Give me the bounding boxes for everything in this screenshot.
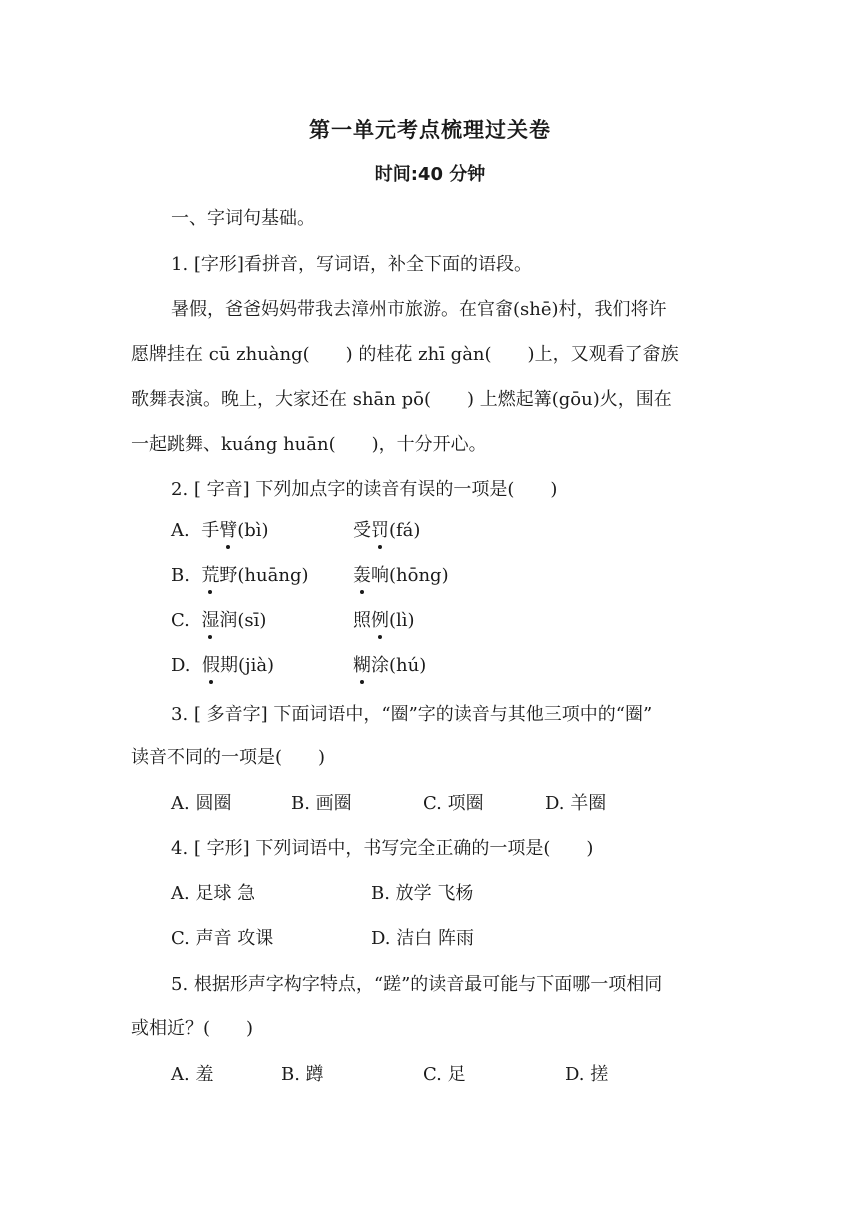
- dot-mark: 例: [371, 610, 389, 631]
- q2-option-d-word2: 糊涂(hú): [353, 655, 427, 676]
- q5-option-b: B. 蹲: [281, 1064, 324, 1085]
- dot-mark: 轰: [353, 565, 371, 586]
- q2-option-a-word2: 受罚(fá): [353, 520, 421, 541]
- q3-option-c: C. 项圈: [423, 793, 484, 814]
- question-1-label: 1. [字形]看拼音，写词语，补全下面的语段。: [171, 254, 532, 275]
- q2-option-c: C. 湿润(sī): [171, 610, 267, 631]
- q4-option-d: D. 洁白 阵雨: [371, 928, 474, 949]
- q4-option-c: C. 声音 攻课: [171, 928, 274, 949]
- q3-option-b: B. 画圈: [291, 793, 352, 814]
- q2-option-d: D. 假期(jià): [171, 655, 275, 676]
- section-heading: 一、字词句基础。: [171, 208, 315, 229]
- q2-option-b-word2: 轰响(hōng): [353, 565, 449, 586]
- q3-option-a: A. 圆圈: [171, 793, 232, 814]
- question-3-line-2: 读音不同的一项是( ): [131, 747, 326, 768]
- dot-mark: 假: [201, 655, 220, 676]
- q5-option-d: D. 搓: [565, 1064, 609, 1085]
- q2-option-c-word2: 照例(lì): [353, 610, 415, 631]
- q5-option-a: A. 羞: [171, 1064, 214, 1085]
- question-2-label: 2. [ 字音] 下列加点字的读音有误的一项是( ): [171, 479, 558, 500]
- page-title: 第一单元考点梳理过关卷: [309, 118, 551, 142]
- q1-passage-line-1: 暑假，爸爸妈妈带我去漳州市旅游。在官畲(shē)村，我们将许: [171, 299, 667, 320]
- dot-mark: 荒: [201, 565, 220, 586]
- dot-mark: 湿: [201, 610, 220, 631]
- dot-mark: 罚: [371, 520, 389, 541]
- question-4-label: 4. [ 字形] 下列词语中，书写完全正确的一项是( ): [171, 838, 594, 859]
- q1-passage-line-4: 一起跳舞、kuáng huān( )，十分开心。: [131, 434, 487, 455]
- time-limit: 时间:40 分钟: [374, 164, 486, 185]
- question-5-line-2: 或相近？( ): [131, 1018, 254, 1039]
- q1-passage-line-2: 愿牌挂在 cū zhuàng( ) 的桂花 zhī gàn( )上，又观看了畲族: [131, 344, 679, 365]
- question-3-line-1: 3. [ 多音字] 下面词语中，“圈”字的读音与其他三项中的“圈”: [171, 704, 653, 725]
- question-5-line-1: 5. 根据形声字构字特点，“蹉”的读音最可能与下面哪一项相同: [171, 974, 663, 995]
- q4-option-a: A. 足球 急: [171, 883, 256, 904]
- q1-passage-line-3: 歌舞表演。晚上，大家还在 shān pō( ) 上燃起篝(gōu)火，围在: [131, 389, 672, 410]
- q2-option-b: B. 荒野(huāng): [171, 565, 309, 586]
- q5-option-c: C. 足: [423, 1064, 466, 1085]
- q2-option-a: A. 手臂(bì): [171, 520, 269, 541]
- q3-option-d: D. 羊圈: [545, 793, 607, 814]
- q4-option-b: B. 放学 飞杨: [371, 883, 474, 904]
- dot-mark: 臂: [219, 520, 238, 541]
- dot-mark: 糊: [353, 655, 371, 676]
